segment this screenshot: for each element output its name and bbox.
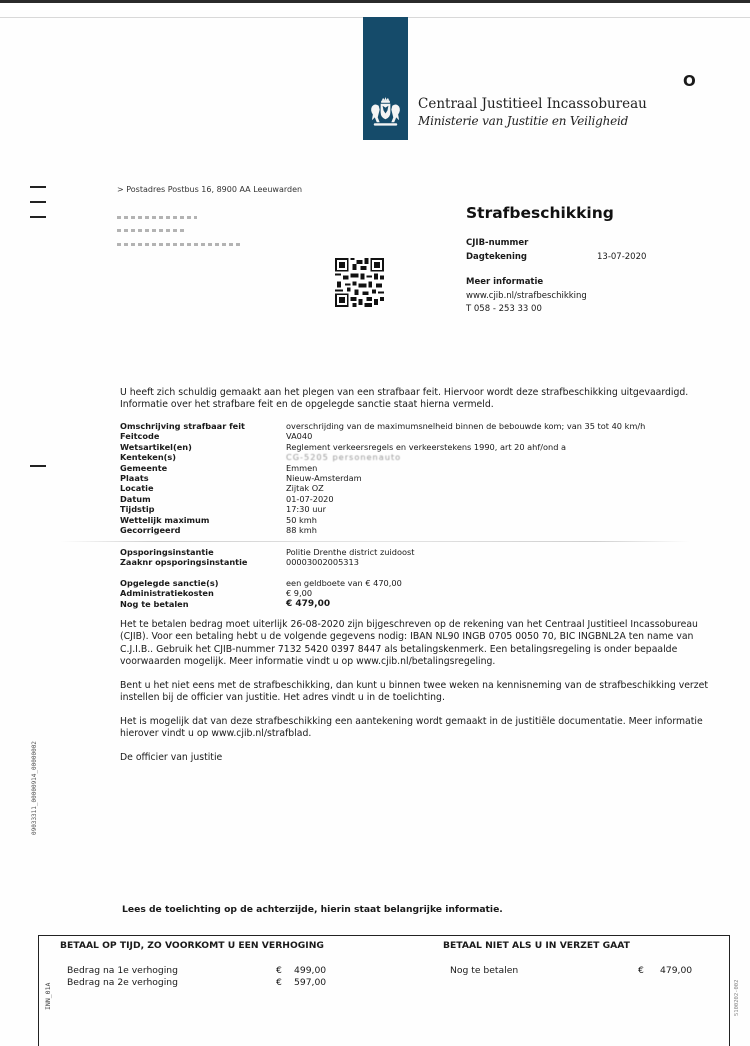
- page-top-edge: [0, 0, 750, 3]
- detail-row: [120, 483, 645, 493]
- right-edge-code: [734, 978, 744, 1018]
- objection-paragraph: Bent u het niet eens met de strafbeschikking, dan kunt u binnen twee weken na kennisneming van de strafbeschikking verzet instellen bij de officier van justitie. Het adres vindt u in de toelichting.: [120, 680, 708, 704]
- detail-value: Reglement verkeersregels en verkeerstekens 1990, art 20 ahf/ond a: [286, 441, 567, 452]
- intro-paragraph: U heeft zich schuldig gemaakt aan het plegen van een strafbaar feit. Hiervoor wordt deze strafbeschikking uitgevaardigd. Informatie over het strafbare feit en de opgelegde sanctie staat hierna vermeld.: [120, 387, 689, 411]
- offense-details: [120, 421, 645, 535]
- detail-label: Feitcode: [120, 431, 160, 442]
- backside-notice: Lees de toelichting op de achterzijde, hierin staat belangrijke informatie.: [122, 904, 503, 915]
- license-plate-redacted: CG-5205 personenauto: [286, 452, 402, 463]
- currency-symbol: €: [276, 977, 282, 988]
- right-code-text: 5100202-002: [734, 979, 740, 1016]
- detail-value: een geldboete van € 470,00: [286, 578, 402, 588]
- amount-due-label: Nog te betalen: [450, 965, 519, 976]
- recipient-name-redacted: [117, 216, 197, 219]
- detail-value: € 9,00: [286, 588, 313, 599]
- second-increase-amount: 597,00: [294, 977, 327, 988]
- objection-heading: BETAAL NIET ALS U IN VERZET GAAT: [443, 940, 630, 951]
- record-paragraph: Het is mogelijk dat van deze strafbeschikking een aantekening wordt gemaakt in de justitiële documentatie. Meer informatie hierover vindt u op www.cjib.nl/strafblad.: [120, 716, 703, 740]
- detail-value: 01-07-2020: [286, 493, 334, 504]
- detail-label: Omschrijving strafbaar feit: [120, 421, 245, 431]
- ministry-name: Ministerie van Justitie en Veiligheid: [418, 114, 629, 128]
- detail-value: 00003002005313: [286, 557, 359, 568]
- detail-value: 88 kmh: [286, 525, 317, 536]
- detail-label: Opgelegde sanctie(s): [120, 578, 219, 588]
- detail-value: Politie Drenthe district zuidoost: [286, 547, 415, 557]
- detail-row: [120, 588, 402, 598]
- document-title: Strafbeschikking: [466, 204, 614, 222]
- sanction-details: [120, 578, 402, 609]
- date-label: Dagtekening: [466, 252, 527, 262]
- info-url-link[interactable]: www.cjib.nl/strafbeschikking: [466, 291, 587, 301]
- form-code: [44, 972, 54, 1012]
- detail-row: [120, 525, 645, 535]
- detail-value: 50 kmh: [286, 514, 317, 525]
- payment-slip: [38, 935, 730, 1046]
- return-address: > Postadres Postbus 16, 8900 AA Leeuwarden: [117, 185, 303, 194]
- detail-label: Gecorrigeerd: [120, 525, 181, 536]
- currency-symbol: €: [638, 965, 644, 976]
- signature: De officier van justitie: [120, 752, 223, 763]
- detail-label: Opsporingsinstantie: [120, 547, 214, 557]
- detail-label: Locatie: [120, 483, 154, 494]
- detail-label: Gemeente: [120, 462, 168, 473]
- detail-row: [120, 421, 645, 431]
- info-phone: T 058 - 253 33 00: [466, 304, 542, 314]
- first-increase-amount: 499,00: [294, 965, 327, 976]
- second-increase-label: Bedrag na 2e verhoging: [67, 977, 178, 988]
- first-increase-label: Bedrag na 1e verhoging: [67, 965, 178, 976]
- detail-row: [120, 599, 402, 609]
- payment-paragraph: Het te betalen bedrag moet uiterlijk 26-08-2020 zijn bijgeschreven op de rekening van het Centraal Justitieel Incassobureau (CJIB). Voor een betaling hebt u de volgende gegevens nodig: IBAN NL90 INGB 0705 0050 70, BIC INGBNL2A ten name van C.J.I.B.. Gebruik het CJIB-nummer 7132 5420 0397 8447 als betalingskenmerk. Een betalingsregeling is onder bepaalde voorwaarden mogelijk. Meer informatie vindt u op www.cjib.nl/betalingsregeling.: [120, 619, 698, 668]
- detail-row: [120, 515, 645, 525]
- detail-label: Administratiekosten: [120, 588, 214, 599]
- pay-on-time-heading: BETAAL OP TIJD, ZO VOORKOMT U EEN VERHOGING: [60, 940, 324, 951]
- detail-row: [120, 547, 414, 557]
- recipient-street-redacted: [117, 229, 187, 232]
- side-code-text: 09033311_00000914_00000002: [31, 741, 38, 835]
- fold-mark: [30, 186, 46, 188]
- date-value: 13-07-2020: [597, 252, 647, 262]
- detail-label: Wetsartikel(en): [120, 441, 192, 452]
- detail-value: Zijtak OZ: [286, 483, 324, 494]
- currency-symbol: €: [276, 965, 282, 976]
- fold-mark: [30, 465, 46, 467]
- detail-label: Tijdstip: [120, 504, 155, 515]
- logo-band: [363, 17, 408, 140]
- detail-row: [120, 578, 402, 588]
- detail-value: 17:30 uur: [286, 504, 326, 515]
- recipient-city-redacted: [117, 243, 242, 246]
- detail-label: Nog te betalen: [120, 598, 189, 609]
- detail-value: VA040: [286, 431, 313, 442]
- qr-code-icon: [335, 258, 384, 307]
- side-tracking-code: [31, 715, 41, 835]
- section-divider: [60, 541, 690, 542]
- detail-value: overschrijding van de maximumsnelheid binnen de bebouwde kom; van 35 tot 40 km/h: [286, 421, 646, 431]
- investigation-details: [120, 547, 414, 568]
- organization-name: Centraal Justitieel Incassobureau: [418, 96, 647, 112]
- detail-row: [120, 504, 645, 514]
- detail-label: Zaaknr opsporingsinstantie: [120, 557, 248, 568]
- detail-row: [120, 431, 645, 441]
- more-info-label: Meer informatie: [466, 277, 544, 287]
- detail-value: Nieuw-Amsterdam: [286, 473, 362, 484]
- detail-row: [120, 442, 645, 452]
- form-code-text: INN_01A: [44, 982, 52, 1010]
- fold-mark: [30, 216, 46, 218]
- detail-value: Emmen: [286, 462, 318, 473]
- detail-label: Datum: [120, 493, 151, 504]
- detail-label: Plaats: [120, 473, 149, 484]
- detail-row: [120, 452, 645, 462]
- fold-mark: [30, 201, 46, 203]
- total-due-value: € 479,00: [286, 598, 331, 609]
- detail-row: [120, 473, 645, 483]
- detail-row: [120, 557, 414, 567]
- amount-due-value: 479,00: [660, 965, 693, 976]
- royal-coat-of-arms-icon: [368, 95, 403, 130]
- detail-row: [120, 494, 645, 504]
- detail-label: Kenteken(s): [120, 452, 177, 463]
- cjib-number-label: CJIB-nummer: [466, 238, 529, 248]
- corner-mark: O: [683, 72, 696, 90]
- detail-row: [120, 463, 645, 473]
- detail-label: Wettelijk maximum: [120, 514, 210, 525]
